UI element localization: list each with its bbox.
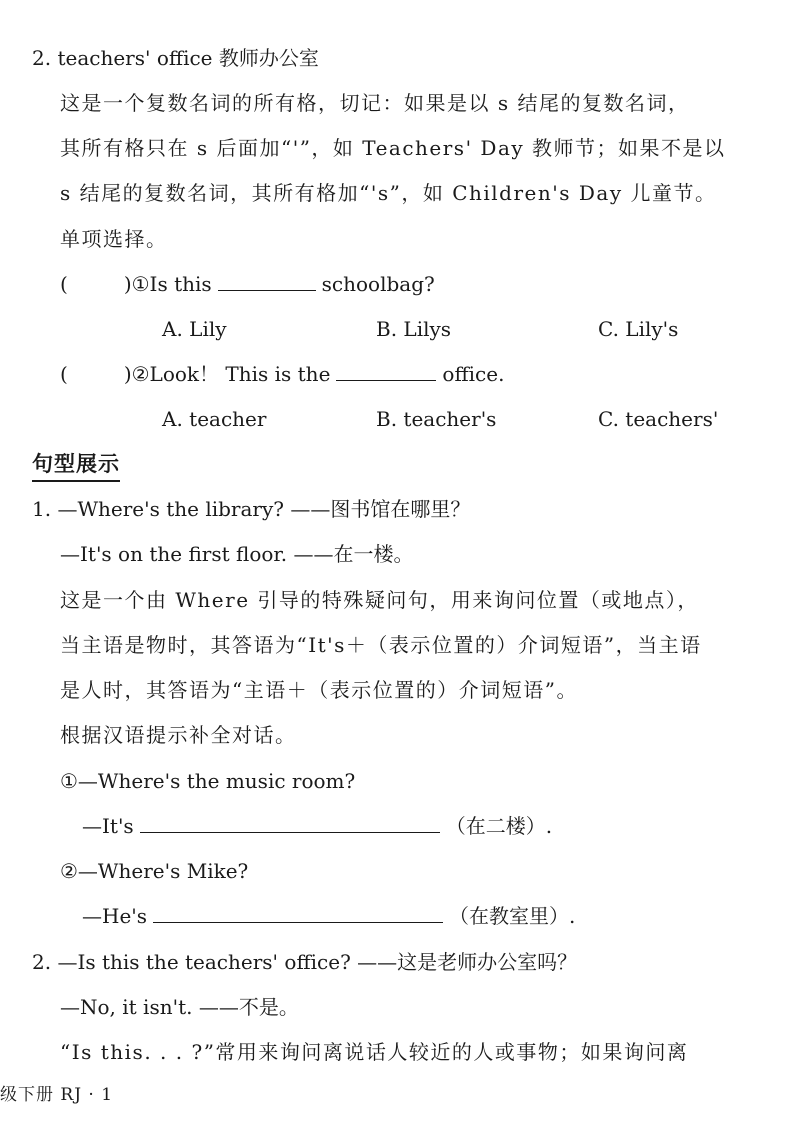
q2-option-b[interactable]: B. teacher's (376, 407, 497, 431)
sentence-1-answer: —It's on the first floor. ——在一楼。 (60, 542, 414, 566)
sentence-1-explanation-line-1: 这是一个由 Where 引导的特殊疑问句，用来询问位置（或地点）， (60, 588, 699, 612)
dialogue-2-hint: （在教室里）. (449, 904, 576, 928)
q1-option-b[interactable]: B. Lilys (376, 317, 452, 341)
dialogue-2-question: ②—Where's Mike? (60, 859, 249, 883)
dialogue-1-answer-prefix: —It's (82, 814, 134, 838)
question-1-prefix: ①Is this (131, 272, 212, 296)
dialogue-1-hint: （在二楼）. (445, 814, 553, 838)
page-footer: 级下册 RJ · 1 (0, 1085, 114, 1105)
fill-blank[interactable] (336, 362, 436, 381)
answer-paren-right: ) (123, 362, 132, 386)
q2-option-c[interactable]: C. teachers' (598, 407, 719, 431)
question-1 (60, 270, 435, 298)
explanation-line-3: s 结尾的复数名词，其所有格加“'s”，如 Children's Day 儿童节。 (60, 181, 717, 205)
answer-paren-right: ) (123, 272, 132, 296)
sentence-2-answer: —No, it isn't. ——不是。 (60, 995, 299, 1019)
dialogue-2-answer-prefix: —He's (82, 904, 148, 928)
sentence-1-explanation-line-3: 是人时，其答语为“主语＋（表示位置的）介词短语”。 (60, 678, 578, 702)
section-title-sentence-patterns: 句型展示 (32, 449, 120, 482)
item-title-teachers-office: 2. teachers' office 教师办公室 (32, 46, 319, 70)
explanation-line-1: 这是一个复数名词的所有格，切记：如果是以 s 结尾的复数名词， (60, 91, 690, 115)
q1-option-a[interactable]: A. Lily (162, 317, 227, 341)
explanation-line-2: 其所有格只在 s 后面加“'”，如 Teachers' Day 教师节；如果不是以 (60, 136, 726, 160)
dialogue-1-question: ①—Where's the music room? (60, 769, 356, 793)
fill-blank[interactable] (153, 904, 443, 923)
sentence-1-explanation-line-2: 当主语是物时，其答语为“It's＋（表示位置的）介词短语”，当主语 (60, 633, 702, 657)
question-2-prefix: ②Look！ This is the (131, 362, 331, 386)
sentence-2-question: 2. —Is this the teachers' office? ——这是老师办公室吗？ (32, 950, 578, 974)
fill-blank[interactable] (140, 814, 440, 833)
sentence-2-explanation-line-1: “Is this. . . ?”常用来询问离说话人较近的人或事物；如果询问离 (60, 1040, 689, 1064)
dialogue-2-answer (82, 902, 575, 930)
answer-paren-left: ( (60, 362, 68, 386)
exercise-heading-choice: 单项选择。 (60, 227, 168, 251)
fill-blank[interactable] (218, 272, 316, 291)
question-1-suffix: schoolbag? (321, 272, 435, 296)
question-2-suffix: office. (442, 362, 505, 386)
exercise-heading-dialogue: 根据汉语提示补全对话。 (60, 723, 297, 747)
q1-option-c[interactable]: C. Lily's (598, 317, 679, 341)
q2-option-a[interactable]: A. teacher (162, 407, 267, 431)
dialogue-1-answer (82, 812, 552, 840)
question-2 (60, 360, 504, 388)
sentence-1-question: 1. —Where's the library? ——图书馆在哪里？ (32, 497, 471, 521)
answer-paren-left: ( (60, 272, 68, 296)
